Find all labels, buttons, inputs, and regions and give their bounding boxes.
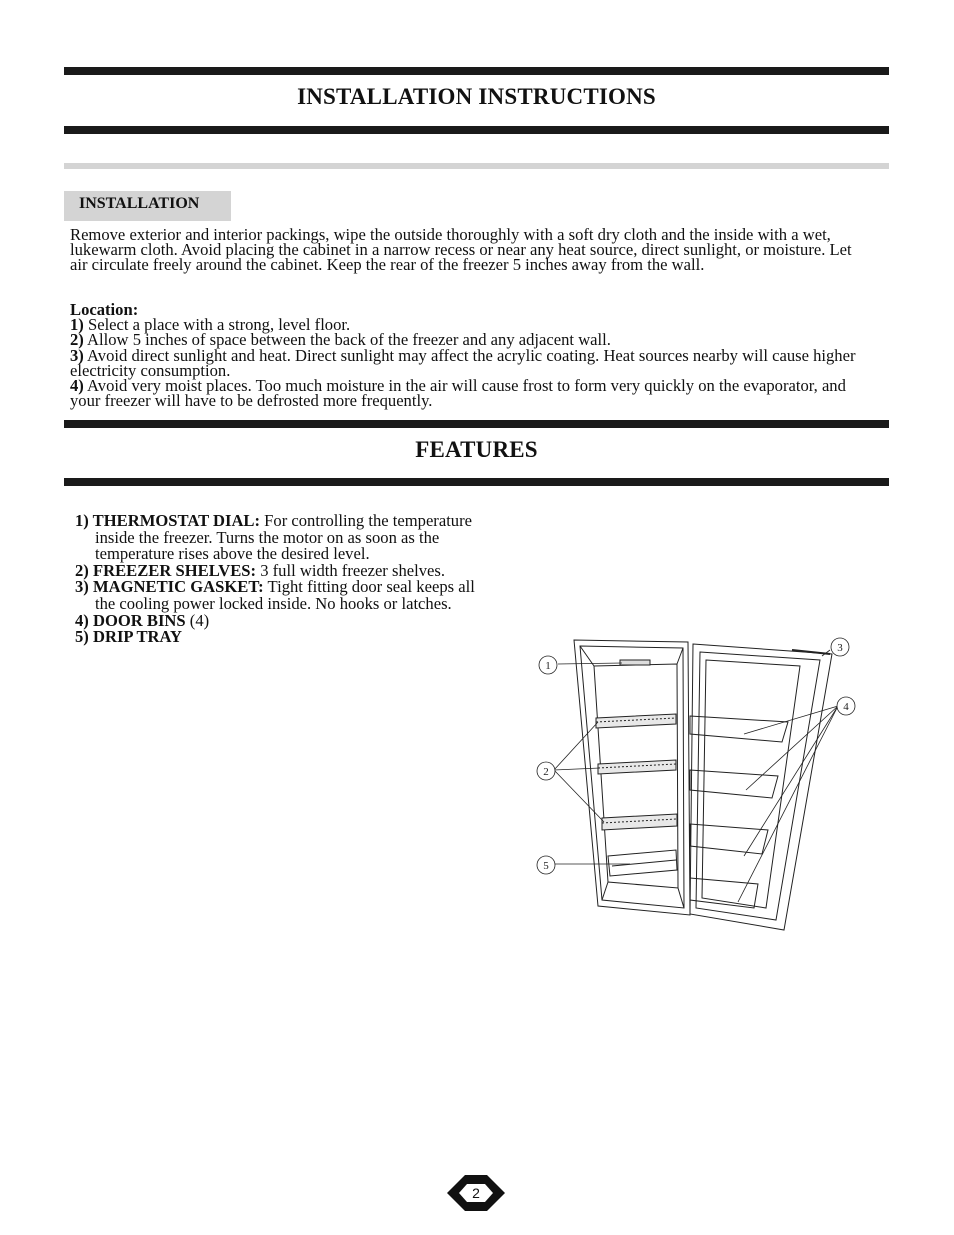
callout-2-label: 2 bbox=[543, 766, 549, 778]
callout-5-label: 5 bbox=[543, 860, 549, 872]
location-item-num: 3) bbox=[70, 345, 84, 365]
feature-text: 3 full width freezer shelves. bbox=[256, 560, 445, 580]
feature-text: Tight fitting door seal keeps all the cooling power locked inside. No hooks or latches. bbox=[95, 577, 475, 613]
feature-item bbox=[75, 629, 475, 646]
page-title: INSTALLATION INSTRUCTIONS bbox=[297, 84, 656, 109]
features-bottom-rule bbox=[64, 478, 889, 486]
header-bottom-rule bbox=[64, 126, 889, 134]
top-rule bbox=[64, 67, 889, 75]
feature-item bbox=[75, 579, 475, 612]
feature-label: 4) DOOR BINS bbox=[75, 610, 186, 630]
feature-text: (4) bbox=[185, 610, 210, 630]
feature-label: 1) THERMOSTAT DIAL: bbox=[75, 511, 261, 530]
location-item-text: Allow 5 inches of space between the back of the freezer and any adjacent wall. bbox=[83, 330, 611, 350]
location-item-text: Select a place with a strong, level floor. bbox=[83, 315, 351, 335]
location-title: Location: bbox=[70, 300, 139, 319]
installation-tab: INSTALLATION bbox=[64, 191, 231, 221]
callout-3-label: 3 bbox=[837, 642, 843, 654]
location-item bbox=[70, 376, 870, 411]
location-item-text: Avoid very moist places. Too much moisture in the air will cause frost to form very quickly on the evaporator, and your freezer will have to be defrosted more frequently. bbox=[70, 376, 846, 411]
page-number: 2 bbox=[472, 1185, 480, 1201]
features-list bbox=[75, 513, 475, 646]
callout-1-label: 1 bbox=[545, 660, 551, 672]
location-item-num: 4) bbox=[70, 376, 84, 396]
location-item-num: 1) bbox=[70, 315, 84, 335]
page-number-badge bbox=[445, 1173, 507, 1213]
location-item bbox=[70, 345, 870, 380]
feature-label: 5) DRIP TRAY bbox=[75, 627, 182, 647]
features-title: FEATURES bbox=[415, 437, 538, 462]
feature-text: For controlling the temperature inside the freezer. Turns the motor on as soon as the temperature rises above the desired level. bbox=[95, 511, 472, 564]
location-item-num: 2) bbox=[70, 330, 84, 350]
feature-label: 3) MAGNETIC GASKET: bbox=[75, 577, 264, 597]
location-block bbox=[70, 300, 870, 411]
callout-4-label: 4 bbox=[843, 701, 849, 713]
features-top-rule bbox=[64, 420, 889, 428]
freezer-diagram bbox=[530, 630, 870, 940]
section-divider bbox=[64, 163, 889, 169]
location-item-text: Avoid direct sunlight and heat. Direct sunlight may affect the acrylic coating. Heat sources nearby will cause higher electricity consumption. bbox=[70, 345, 856, 380]
installation-intro: Remove exterior and interior packings, wipe the outside thoroughly with a soft dry cloth and the inside with a wet, lukewarm cloth. Avoid placing the cabinet in a narrow recess or near any heat source, direct sunlight, or moisture. Let air circulate freely around the cabinet. Keep the rear of the freezer 5 inches away from the wall. bbox=[70, 225, 852, 275]
feature-item bbox=[75, 513, 475, 563]
feature-label: 2) FREEZER SHELVES: bbox=[75, 560, 257, 580]
